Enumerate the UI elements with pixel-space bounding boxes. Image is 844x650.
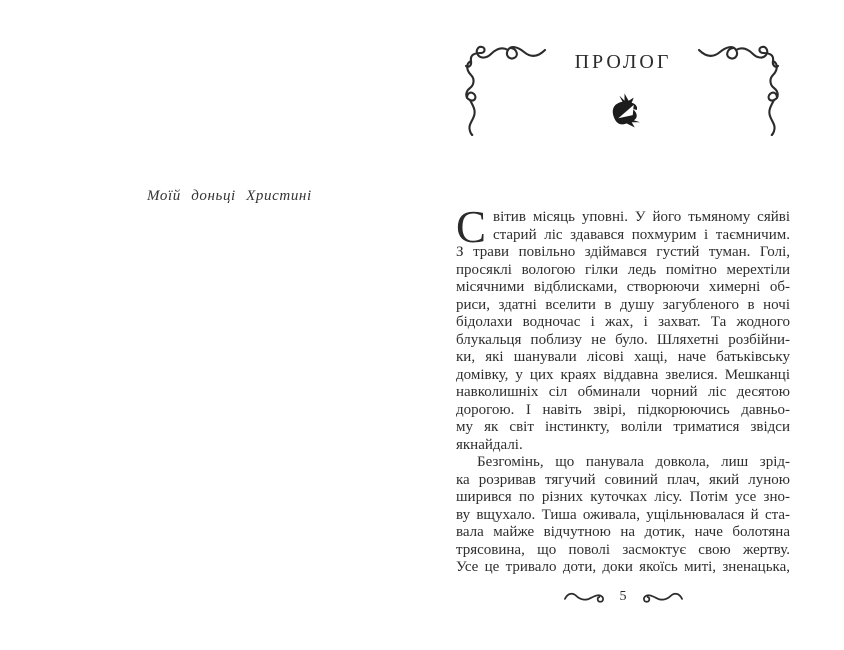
page-number: 5 <box>619 589 627 604</box>
text-line: навколишніх сіл обминали чорний ліс десятою <box>456 384 790 400</box>
page-footer <box>455 589 791 605</box>
text-line: вала майже відчутною на дотик, наче болотяна <box>456 524 790 540</box>
text-line: Усе це тривало доти, доки якоїсь миті, зненацька, <box>456 559 790 575</box>
text-line: ширився по різних куточках лісу. Потім усе зно- <box>456 489 790 505</box>
bird-silhouette-icon <box>606 92 643 130</box>
text-line: просяклі вологою гілки ледь помітно мерехтіли <box>456 261 790 278</box>
body-text <box>456 202 790 577</box>
swash-flourish-icon <box>638 589 684 605</box>
text-line: вітив місяць уповні. У його тьмяному сяйві <box>493 209 790 225</box>
chapter-title: ПРОЛОГ <box>574 51 672 73</box>
text-line: місячними відблисками, створюючи химерні об- <box>456 279 790 295</box>
text-line: домівку, у цих краях віддавна звелися. Мешканці <box>456 366 790 383</box>
text-line: блукальця поблизу не було. Шляхетні розбійни- <box>456 331 790 348</box>
text-line: му як світ інстинкту, воліли триматися звідси <box>456 419 790 435</box>
text-line: старий ліс здавався похмурим і таємничим. <box>493 226 790 243</box>
paragraph <box>456 202 790 454</box>
swash-flourish-icon <box>563 589 609 605</box>
text-line: якнайдалі. <box>456 436 523 453</box>
text-line: трясовина, що поволі засмоктує свою жертву. <box>456 541 790 558</box>
text-line: ву вщухало. Тиша оживала, ущільнювалася й ста- <box>456 506 790 523</box>
drop-cap: С <box>456 202 487 252</box>
text-line: бідолахи водночас і жах, і захват. Та жодного <box>456 314 790 330</box>
dedication-text: Моїй доньці Христині <box>147 188 312 204</box>
text-line: З трави повільно здіймався густий туман. Голі, <box>456 244 790 260</box>
text-line: ки, які шанували лісові хащі, наче батьківську <box>456 349 790 365</box>
text-line: ка розривав тягучий совиний плач, який луною <box>456 471 790 488</box>
text-line: Безгомінь, що панувала довкола, лиш зрід- <box>477 454 790 470</box>
text-line: риси, здатні вселити в душу загубленого в ночі <box>456 296 790 313</box>
text-line: дорогою. І навіть звірі, підкорюючись давньо- <box>456 401 790 418</box>
paragraph <box>456 454 790 577</box>
